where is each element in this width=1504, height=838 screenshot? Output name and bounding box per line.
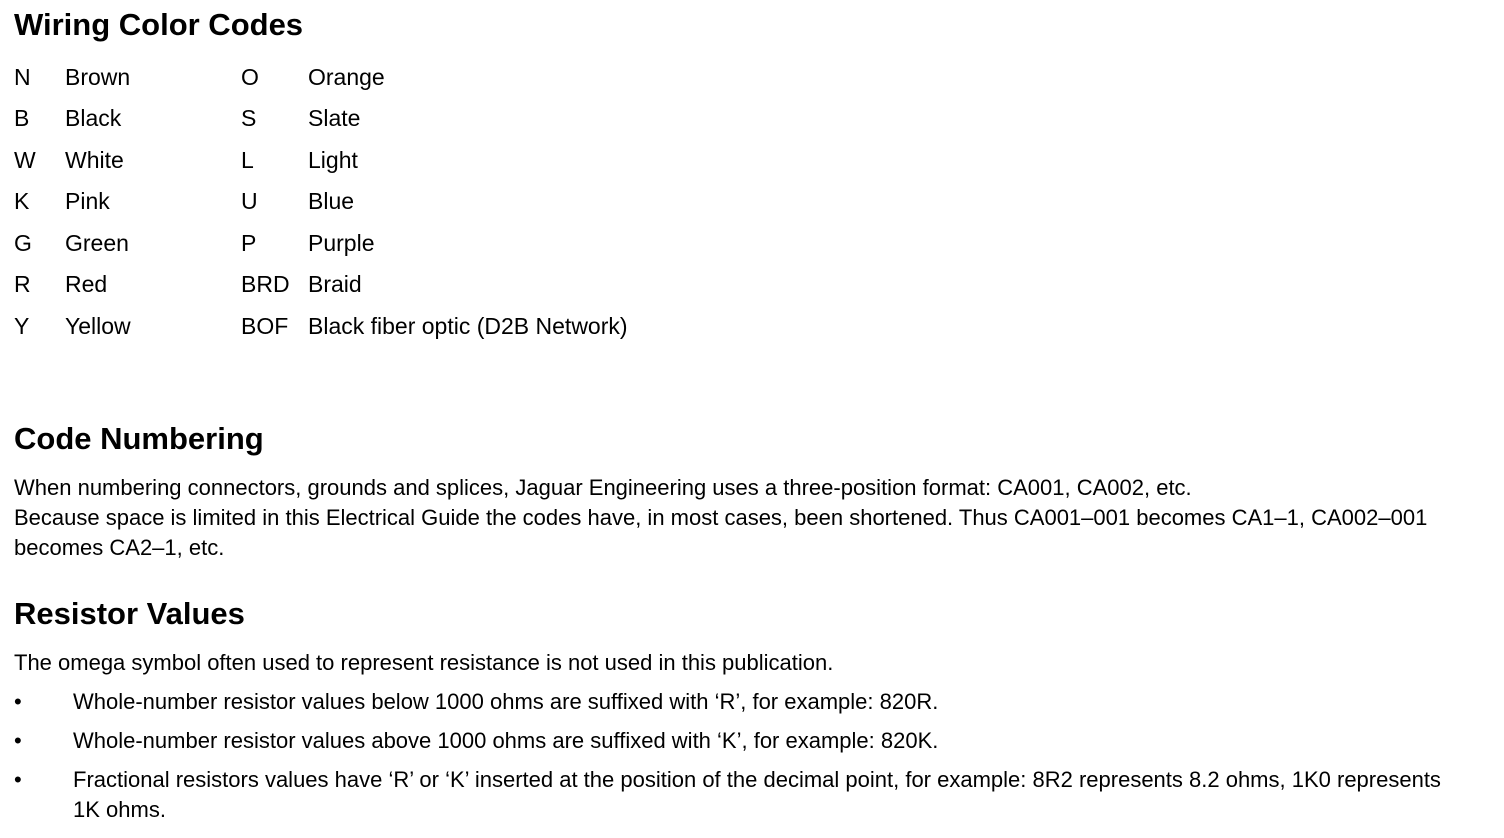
code-color: Pink [65, 188, 110, 214]
code-color: Yellow [65, 313, 131, 339]
code-abbrev: BOF [241, 313, 289, 339]
code-abbrev: K [14, 188, 30, 214]
table-row [14, 232, 914, 273]
bullet-icon: • [14, 767, 22, 792]
bullet-text: Whole-number resistor values above 1000 ohms are suffixed with ‘K’, for example: 820K. [73, 728, 939, 753]
code-abbrev: O [241, 64, 259, 90]
code-abbrev: N [14, 64, 31, 90]
code-color: Braid [308, 271, 362, 297]
code-color: Red [65, 271, 108, 297]
code-abbrev: W [14, 147, 36, 173]
resistor-values-heading: Resistor Values [14, 596, 245, 631]
code-abbrev: B [14, 105, 30, 131]
code-color: Blue [308, 188, 355, 214]
code-abbrev: Y [14, 313, 30, 339]
code-abbrev: P [241, 230, 257, 256]
bullet-text: Fractional resistors values have ‘R’ or ‘K’ inserted at the position of the decimal point, for example: 8R2 represents 8.2 ohms, 1K0 represents 1K ohms. [73, 767, 1441, 822]
code-abbrev: S [241, 105, 257, 131]
code-color: Slate [308, 105, 361, 131]
bullet-icon: • [14, 728, 22, 753]
code-numbering-paragraph: When numbering connectors, grounds and splices, Jaguar Engineering uses a three-position format: CA001, CA002, etc. [14, 475, 1192, 500]
code-abbrev: BRD [241, 271, 290, 297]
table-row [14, 149, 914, 190]
table-row [14, 315, 914, 356]
code-color: White [65, 147, 124, 173]
code-abbrev: L [241, 147, 254, 173]
code-color: Orange [308, 64, 385, 90]
table-row [14, 273, 914, 314]
code-color: Brown [65, 64, 131, 90]
code-color: Black [65, 105, 122, 131]
wiring-color-codes-heading: Wiring Color Codes [14, 7, 304, 42]
code-color: Light [308, 147, 358, 173]
table-row [14, 107, 914, 148]
table-row [14, 66, 914, 107]
resistor-intro-paragraph: The omega symbol often used to represent resistance is not used in this publication. [14, 650, 834, 675]
table-row [14, 190, 914, 231]
code-color: Purple [308, 230, 375, 256]
bullet-icon: • [14, 689, 22, 714]
code-abbrev: G [14, 230, 32, 256]
code-numbering-heading: Code Numbering [14, 421, 264, 456]
code-color: Black fiber optic (D2B Network) [308, 313, 628, 339]
code-abbrev: U [241, 188, 258, 214]
code-numbering-paragraph: Because space is limited in this Electrical Guide the codes have, in most cases, been shortened. Thus CA001–001 becomes CA1–1, CA002–001 becomes CA2–1, etc. [14, 505, 1428, 560]
code-color: Green [65, 230, 129, 256]
code-abbrev: R [14, 271, 31, 297]
bullet-text: Whole-number resistor values below 1000 ohms are suffixed with ‘R’, for example: 820R. [73, 689, 939, 714]
